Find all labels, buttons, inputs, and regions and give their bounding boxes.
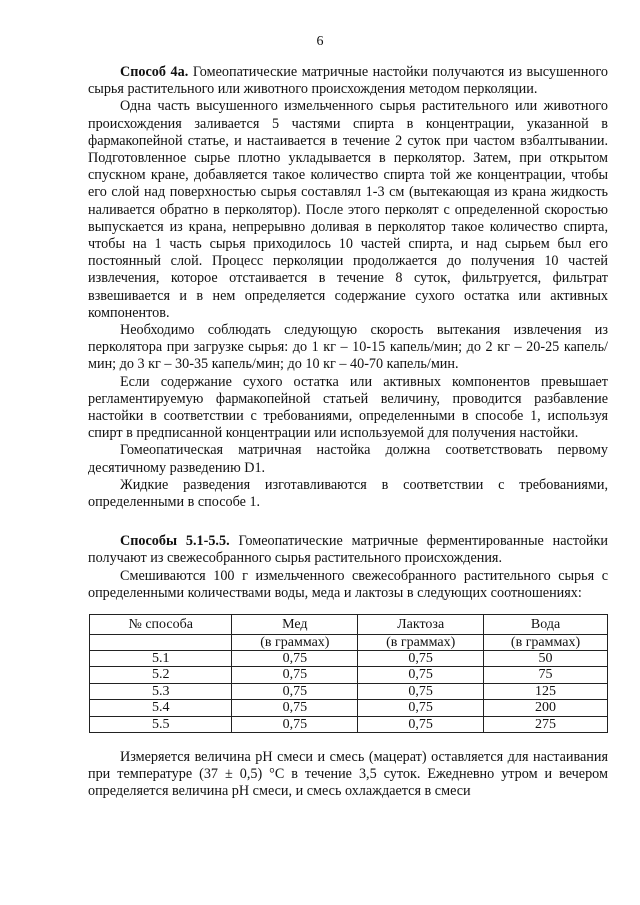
table-row — [90, 716, 608, 732]
cell-lactose: 0,75 — [358, 667, 484, 683]
cell-lactose: 0,75 — [358, 716, 484, 732]
header-subtitle — [90, 634, 231, 650]
header-water — [484, 615, 608, 651]
header-subtitle: (в граммах) — [358, 634, 483, 650]
methods-5-label: Способы 5.1-5.5. — [120, 533, 230, 550]
cell-method: 5.3 — [90, 683, 232, 699]
methods-5-title: Гомеопатические матричные ферментированные настойки получают из свежесобранного сырья растительного происхождения. — [88, 533, 609, 567]
method-4a-paragraph-1: Одна часть высушенного измельченного сырья растительного или животного происхождения заливается 5 частями спирта в концентрации, указанной в фармакопейной статье, и настаивается в течение 2 суток при частом взбалтывании. Подготовленное сырье плотно укладывается в перколятор. Затем, при открытом спускном кране, добавляется такое количество спирта той же концентрации, чтобы его слой над поверхностью сырья составлял 1-3 см (вытекающая из крана жидкость наливается обратно в перколятор). После этого перколят с определенной скоростью выпускается из крана, непрерывно доливая в перколятор такое количество спирта, чтобы на 1 часть сырья приходилось 10 частей спирта, и над сырьем был его постоянный слой. Процесс перколяции продолжается до получения 10 частей извлечения, которое отстаивается в течение 8 суток, фильтруется, фильтрат взвешивается и в нем определяется содержание сухого остатка или активных компонентов. — [88, 98, 608, 321]
cell-honey: 0,75 — [232, 700, 358, 716]
cell-lactose: 0,75 — [358, 683, 484, 699]
method-4a-paragraph-3: Если содержание сухого остатка или активных компонентов превышает регламентируемую фармакопейной статьей величину, проводится разбавление настойки в соответствии с требованиями, определенными в способе 1, используя спирт в предписанной концентрации или используемой для получения настойки. — [88, 373, 608, 442]
document-body — [88, 64, 608, 801]
header-method-number — [90, 615, 232, 651]
header-title: Лактоза — [397, 617, 445, 633]
table-row — [90, 700, 608, 716]
method-4a-heading — [88, 64, 608, 98]
method-4a-title: Гомеопатические матричные настойки получаются из высушенного сырья растительного или животного происхождения методом перколяции. — [88, 64, 609, 98]
table-header-row — [90, 615, 608, 651]
header-lactose — [358, 615, 484, 651]
header-title: Мед — [282, 617, 308, 633]
cell-method: 5.4 — [90, 700, 232, 716]
method-4a-paragraph-2: Необходимо соблюдать следующую скорость вытекания извлечения из перколятора при загрузке сырья: до 1 кг – 10-15 капель/мин; до 2 кг – 20-25 капель/мин; до 3 кг – 30-35 капель/мин; до 10 кг – 40-70 капель/мин. — [88, 322, 608, 373]
header-subtitle: (в граммах) — [232, 634, 357, 650]
cell-lactose: 0,75 — [358, 650, 484, 666]
after-table-paragraph: Измеряется величина pH смеси и смесь (мацерат) оставляется для настаивания при температуре (37 ± 0,5) °C в течение 3,5 суток. Ежедневно утром и вечером определяется величина pH смеси, и смесь охлаждается в смеси — [88, 748, 608, 800]
header-title: Вода — [530, 617, 561, 633]
ratio-table — [89, 614, 608, 733]
cell-method: 5.2 — [90, 667, 232, 683]
cell-lactose: 0,75 — [358, 700, 484, 716]
cell-method: 5.5 — [90, 716, 232, 732]
header-honey — [232, 615, 358, 651]
cell-water: 275 — [484, 716, 608, 732]
cell-water: 50 — [484, 650, 608, 666]
cell-method: 5.1 — [90, 650, 232, 666]
table-row — [90, 667, 608, 683]
header-subtitle: (в граммах) — [484, 634, 607, 650]
cell-water: 75 — [484, 667, 608, 683]
cell-honey: 0,75 — [232, 650, 358, 666]
method-4a-label: Способ 4а. — [120, 64, 189, 80]
cell-water: 200 — [484, 700, 608, 716]
table-row — [90, 683, 608, 699]
methods-5-heading — [88, 533, 608, 567]
table-row — [90, 650, 608, 666]
cell-honey: 0,75 — [232, 667, 358, 683]
method-4a-paragraph-4: Гомеопатическая матричная настойка должна соответствовать первому десятичному разведению D1. — [88, 442, 608, 476]
methods-5-intro: Смешиваются 100 г измельченного свежесобранного растительного сырья с определенными количествами воды, меда и лактозы в следующих соотношениях: — [88, 567, 608, 601]
cell-water: 125 — [484, 683, 608, 699]
method-4a-paragraph-5: Жидкие разведения изготавливаются в соответствии с требованиями, определенными в способе 1. — [88, 476, 608, 511]
header-title: № способа — [128, 617, 193, 633]
page-number: 6 — [316, 34, 324, 49]
cell-honey: 0,75 — [232, 683, 358, 699]
cell-honey: 0,75 — [232, 716, 358, 732]
